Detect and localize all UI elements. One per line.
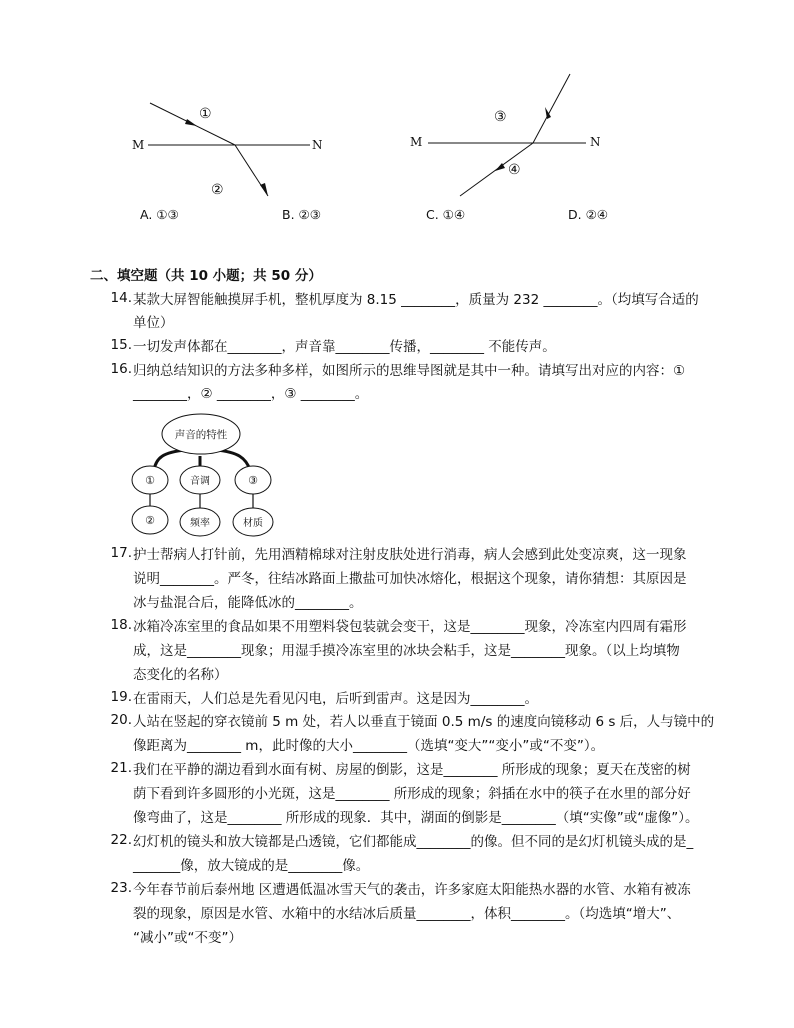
ray-diagrams — [0, 0, 794, 240]
q17-line-2: 说明________。严冬，往结冰路面上撒盐可加快冰熔化，根据这个现象，请你猜想：其原因是 — [133, 571, 687, 587]
q22-line-1: 幻灯机的镜头和放大镜都是凸透镜，它们都能成________的像。但不同的是幻灯机镜头成的是_ — [133, 834, 694, 850]
label-n-right: N — [590, 135, 601, 149]
mind-map — [128, 412, 288, 538]
q16-number: 16. — [110, 361, 132, 377]
q22-number: 22. — [110, 832, 132, 848]
q23-line-3: “减小”或“不变”） — [133, 930, 242, 946]
q16-line-2: ________，② ________，③ ________。 — [133, 386, 369, 402]
q18-line-3: 态变化的名称） — [133, 667, 228, 683]
q18-line-2: 成，这是________现象；用湿手摸冷冻室里的冰块会粘手，这是________现象。（以上均填物 — [133, 643, 680, 659]
ray-3-incident — [533, 74, 570, 143]
q21-line-1: 我们在平静的湖边看到水面有树、房屋的倒影，这是________ 所形成的现象；夏天在茂密的树 — [133, 762, 691, 778]
q16-line-1: 归纳总结知识的方法多种多样，如图所示的思维导图就是其中一种。请填写出对应的内容：① — [133, 363, 686, 379]
label-ray-2: ② — [211, 182, 224, 198]
mind-map-leaf-2-text: 频率 — [190, 518, 210, 529]
q23-line-2: 裂的现象，原因是水管、水箱中的水结冰后质量________，体积________。（均选填“增大”、 — [133, 906, 681, 922]
q20-line-2: 像距离为________ m，此时像的大小________（选填“变大”“变小”或“不变”）。 — [133, 738, 605, 754]
q21-line-2: 荫下看到许多圆形的小光斑，这是________ 所形成的现象；斜插在水中的筷子在水里的部分好 — [133, 786, 691, 802]
q20-line-1: 人站在竖起的穿衣镜前 5 m 处，若人以垂直于镜面 0.5 m/s 的速度向镜移动 6 s 后，人与镜中的 — [133, 714, 715, 730]
q15-line-1: 一切发声体都在________，声音靠________传播，________ 不能传声。 — [133, 339, 556, 355]
section-title: 二、填空题（共 10 小题；共 50 分） — [90, 268, 322, 284]
q23-number: 23. — [110, 880, 132, 896]
q19-number: 19. — [110, 689, 132, 705]
q19-line-1: 在雷雨天，人们总是先看见闪电，后听到雷声。这是因为________。 — [133, 691, 538, 707]
label-n-left: N — [312, 138, 323, 152]
mind-map-leaf-3-text: 材质 — [243, 518, 263, 529]
label-ray-1: ① — [199, 106, 212, 122]
q17-line-3: 冰与盐混合后，能降低冰的________。 — [133, 595, 363, 611]
label-ray-3: ③ — [494, 109, 507, 125]
option-b[interactable]: B. ②③ — [282, 207, 321, 222]
q14-line-2: 单位） — [133, 315, 174, 331]
q21-number: 21. — [110, 760, 132, 776]
label-ray-4: ④ — [508, 162, 521, 178]
option-a[interactable]: A. ①③ — [140, 207, 179, 222]
q17-number: 17. — [110, 545, 132, 561]
q21-line-3: 像弯曲了，这是________ 所形成的现象．其中，湖面的倒影是________（填“实像”或“虚像”）。 — [133, 810, 699, 826]
mind-map-node-1-text: ① — [145, 474, 155, 487]
q20-number: 20. — [110, 712, 132, 728]
label-m-right: M — [410, 135, 423, 149]
option-d[interactable]: D. ②④ — [568, 207, 608, 222]
q14-line-1: 某款大屏智能触摸屏手机，整机厚度为 8.15 ________，质量为 232 ________。（均填写合适的 — [133, 292, 699, 308]
q22-line-2: _______像，放大镜成的是________像。 — [133, 858, 370, 874]
q18-line-1: 冰箱冷冻室里的食品如果不用塑料袋包装就会变干，这是________现象，冷冻室内四周有霜形 — [133, 619, 687, 635]
q23-line-1: 今年春节前后泰州地 区遭遇低温冰雪天气的袭击，许多家庭太阳能热水器的水管、水箱有被冻 — [133, 882, 691, 898]
q14-number: 14. — [110, 290, 132, 306]
q15-number: 15. — [110, 337, 132, 353]
q17-line-1: 护士帮病人打针前，先用酒精棉球对注射皮肤处进行消毒，病人会感到此处变凉爽，这一现象 — [133, 547, 687, 563]
option-c[interactable]: C. ①④ — [426, 207, 466, 222]
mind-map-leaf-1-text: ② — [145, 514, 155, 527]
mind-map-node-2-text: 音调 — [190, 476, 210, 487]
q18-number: 18. — [110, 617, 132, 633]
mind-map-node-3-text: ③ — [248, 474, 258, 487]
mind-map-root-text: 声音的特性 — [174, 429, 228, 441]
label-m-left: M — [132, 138, 145, 152]
